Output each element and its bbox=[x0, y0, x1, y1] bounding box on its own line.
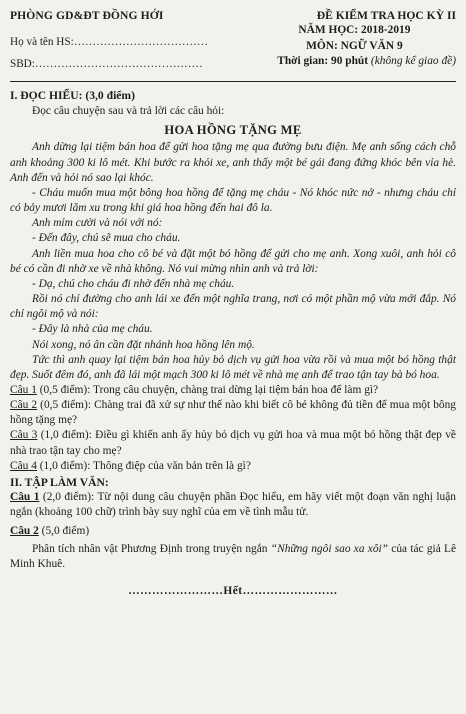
story-body bbox=[10, 140, 456, 383]
story-paragraph: Tức thì anh quay lại tiệm bán hoa hủy bỏ dịch vụ gửi hoa vừa rồi và mua một bó hồng thật đẹp. Suốt đêm đó, anh đã lái một mạch 300 ki lô mét về nhà mẹ anh để trao tận tay bà bó hoa. bbox=[10, 353, 456, 381]
part2-heading: II. TẬP LÀM VĂN: bbox=[10, 475, 109, 489]
story-paragraph: Anh dừng lại tiệm bán hoa để gửi hoa tặng mẹ qua đường bưu điện. Mẹ anh sống cách chỗ anh khoảng 300 ki lô mét. Khi bước ra khỏi xe, anh thấy một bé gái đang đứng khóc bên vỉa hè. Anh đến và hỏi nó sao lại khóc. bbox=[10, 141, 456, 184]
story-paragraph: - Đây là nhà của mẹ cháu. bbox=[32, 323, 153, 336]
essay-q2-work: “Những ngôi sao xa xôi” bbox=[270, 542, 389, 555]
essay-q1-text: (2,0 điểm): Từ nội dung câu chuyện phần Đọc hiểu, em hãy viết một đoạn văn nghị luận ngắn (khoảng 100 chữ) trình bày suy nghĩ của em về tình mẫu tử. bbox=[10, 491, 456, 519]
time-note: (không kể giao đề) bbox=[370, 54, 456, 67]
essay-q2-text: Phân tích nhân vật Phương Định trong truyện ngắn bbox=[32, 542, 268, 555]
question-points: (1,0 điểm): bbox=[40, 429, 92, 442]
header-left bbox=[10, 8, 253, 72]
time-allowed bbox=[253, 54, 456, 69]
school-year: NĂM HỌC: 2018-2019 bbox=[298, 24, 411, 37]
question-text: Chàng trai đã xử sự như thế nào khi biết cô bé không đủ tiền để mua một bông hồng tặng mẹ? bbox=[10, 399, 456, 427]
question-points: (0,5 điểm): bbox=[40, 399, 91, 412]
exam-title: ĐỀ KIỂM TRA HỌC KỲ II bbox=[316, 9, 456, 22]
question-text: Trong câu chuyện, chàng trai dừng lại tiệm bán hoa để làm gì? bbox=[93, 383, 379, 396]
story-title: HOA HỒNG TẶNG MẸ bbox=[164, 122, 302, 137]
essay-question-2-text bbox=[10, 542, 456, 572]
story-paragraph: Anh liền mua hoa cho cô bé và đặt một bó hồng để gửi cho mẹ anh. Xong xuôi, anh hỏi cô bé có cần đi nhờ xe về nhà không. Nó vui mừng nhìn anh và trả lời: bbox=[10, 247, 456, 275]
question-points: (0,5 điểm): bbox=[39, 383, 91, 396]
question-label: Câu 3 bbox=[10, 429, 38, 442]
question-label: Câu 4 bbox=[10, 459, 37, 472]
header-right bbox=[253, 8, 456, 72]
question-item bbox=[10, 428, 456, 458]
part2-questions bbox=[10, 490, 456, 572]
essay-q2-label: Câu 2 bbox=[10, 524, 39, 537]
story-paragraph: - Dạ, chú cho cháu đi nhờ đến nhà mẹ cháu. bbox=[32, 277, 235, 290]
essay-q1-label: Câu 1 bbox=[10, 491, 40, 504]
story-paragraph: Nói xong, nó ân cần đặt nhánh hoa hồng lên mộ. bbox=[32, 338, 255, 351]
subject: MÔN: NGỮ VĂN 9 bbox=[306, 39, 403, 52]
question-label: Câu 1 bbox=[10, 383, 37, 396]
essay-q2-points: (5,0 điểm) bbox=[41, 524, 90, 537]
question-item bbox=[10, 459, 456, 474]
part1-instruction: Đọc câu chuyện sau và trả lời các câu hỏi: bbox=[32, 104, 225, 117]
question-label: Câu 2 bbox=[10, 399, 38, 412]
sbd-field: SBD:……………………………………… bbox=[10, 58, 203, 71]
part1-heading: I. ĐỌC HIỂU: (3,0 điểm) bbox=[10, 89, 135, 103]
student-name-field: Họ và tên HS:……………………………… bbox=[10, 36, 208, 49]
end-marker: ……………………Hết…………………… bbox=[128, 585, 338, 598]
story-paragraph: - Đến đây, chú sẽ mua cho cháu. bbox=[32, 232, 181, 245]
essay-question-1 bbox=[10, 490, 456, 520]
question-text: Thông điệp của văn bản trên là gì? bbox=[93, 459, 251, 472]
part1-questions bbox=[10, 383, 456, 474]
essay-q2-author: của tác giả Lê Minh Khuê. bbox=[10, 542, 457, 570]
question-item bbox=[10, 398, 456, 428]
school-name: PHÒNG GD&ĐT ĐỒNG HỚI bbox=[10, 9, 164, 22]
story-paragraph: Rồi nó chỉ đường cho anh lái xe đến một nghĩa trang, nơi có một phần mộ vừa mới đắp. Nó chỉ ngôi mộ và nói: bbox=[10, 293, 456, 321]
story-paragraph: Anh mỉm cười và nói với nó: bbox=[32, 217, 163, 230]
question-text: Điều gì khiến anh ấy hủy bỏ dịch vụ gửi hoa và mua một bó hồng thật đẹp về nhà trao tận tay cho mẹ? bbox=[10, 429, 456, 457]
question-points: (1,0 điểm): bbox=[39, 459, 91, 472]
exam-header bbox=[10, 8, 456, 72]
story-paragraph: - Cháu muốn mua một bông hoa hồng để tặng mẹ cháu - Nó khóc nức nở - nhưng cháu chỉ có bảy mươi lăm xu trong khi giá hoa hồng đến hai đô la. bbox=[10, 186, 456, 215]
question-item bbox=[10, 383, 456, 398]
time-label: Thời gian: 90 phút bbox=[277, 54, 369, 67]
header-divider bbox=[10, 81, 456, 82]
essay-question-2-label-line bbox=[10, 524, 456, 539]
